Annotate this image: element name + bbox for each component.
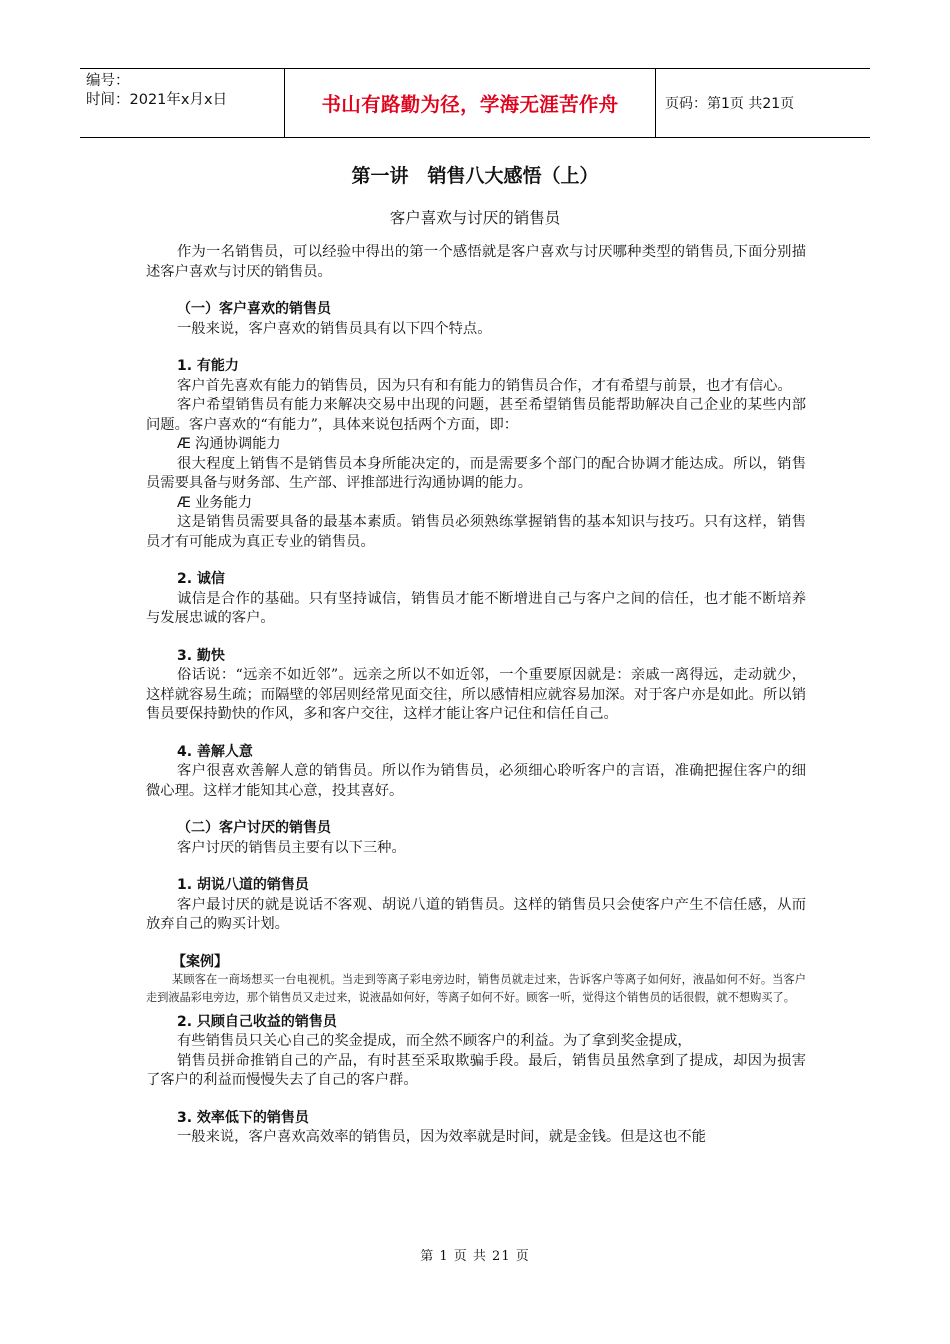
paragraph: 客户讨厌的销售员主要有以下三种。 — [177, 839, 406, 856]
page-code: 页码：第1页 共21页 — [665, 96, 795, 112]
page-header — [80, 68, 870, 138]
motto: 书山有路勤为径，学海无涯苦作舟 — [284, 69, 656, 137]
section-heading: （二）客户讨厌的销售员 — [177, 820, 331, 836]
paragraph: 诚信是合作的基础。只有坚持诚信，销售员才能不断增进自己与客户之间的信任，也才能不断培养与发展忠诚的客户。 — [146, 590, 806, 626]
doc-subtitle: 客户喜欢与讨厌的销售员 — [389, 209, 561, 227]
bullet-icon: Æ — [177, 436, 191, 452]
subsection-heading: 3. 勤快 — [177, 647, 225, 664]
paragraph: 客户希望销售员有能力来解决交易中出现的问题，甚至希望销售员能帮助解决自己企业的某些内部问题。客户喜欢的“有能力”，具体来说包括两个方面，即： — [146, 397, 806, 433]
subsection-heading: 3. 效率低下的销售员 — [177, 1109, 309, 1126]
subsection-heading: 1. 有能力 — [177, 358, 239, 374]
document-body — [146, 243, 806, 1148]
subsection-heading: 4. 善解人意 — [177, 743, 253, 760]
bullet-icon: Æ — [177, 494, 191, 511]
paragraph: 一般来说，客户喜欢高效率的销售员，因为效率就是时间，就是金钱。但是这也不能 — [177, 1129, 706, 1145]
subsection-heading: 2. 只顾自己收益的销售员 — [177, 1013, 337, 1030]
paragraph: 客户最讨厌的就是说话不客观、胡说八道的销售员。这样的销售员只会使客户产生不信任感，从而放弃自己的购买计划。 — [146, 896, 806, 932]
case-text: 某顾客在一商场想买一台电视机。当走到等离子彩电旁边时，销售员就走过来，告诉客户等离子如何好，液晶如何不好。当客户走到液晶彩电旁边，那个销售员又走过来，说液晶如何好，等离子如何不好。顾客一听，觉得这个销售员的话很假，就不想购买了。 — [146, 972, 806, 1004]
header-meta — [80, 69, 284, 137]
paragraph: 这是销售员需要具备的最基本素质。销售员必须熟练掌握销售的基本知识与技巧。只有这样，销售员才有可能成为真正专业的销售员。 — [146, 514, 806, 550]
bullet-text: 业务能力 — [194, 494, 253, 511]
subsection-heading: 2. 诚信 — [177, 571, 225, 587]
case-label: 【案例】 — [172, 953, 228, 970]
bullet-text: 沟通协调能力 — [194, 436, 281, 452]
doc-title: 第一讲 销售八大感悟（上） — [351, 165, 599, 187]
paragraph: 有些销售员只关心自己的奖金提成，而全然不顾客户的利益。为了拿到奖金提成， — [177, 1033, 692, 1049]
date-line: 时间：2021年x月x日 — [86, 92, 228, 108]
page-footer: 第 1 页 共 21 页 — [420, 1249, 530, 1264]
paragraph: 一般来说，客户喜欢的销售员具有以下四个特点。 — [177, 320, 492, 337]
paragraph: 很大程度上销售不是销售员本身所能决定的，而是需要多个部门的配合协调才能达成。所以，销售员需要具备与财务部、生产部、评推部进行沟通协调的能力。 — [146, 455, 806, 491]
number-label: 编号： — [86, 73, 130, 89]
paragraph: 客户首先喜欢有能力的销售员，因为只有和有能力的销售员合作，才有希望与前景，也才有信心。 — [177, 377, 792, 394]
intro-paragraph: 作为一名销售员，可以经验中得出的第一个感悟就是客户喜欢与讨厌哪种类型的销售员,下面分别描述客户喜欢与讨厌的销售员。 — [146, 244, 806, 280]
section-heading: （一）客户喜欢的销售员 — [177, 301, 331, 317]
paragraph: 俗话说：“远亲不如近邻”。远亲之所以不如近邻，一个重要原因就是：亲戚一离得远，走动就少，这样就容易生疏；而隔壁的邻居则经常见面交往，所以感情相应就容易加深。对于客户亦是如此。所以销售员要保持勤快的作风，多和客户交往，这样才能让客户记住和信任自己。 — [146, 667, 806, 722]
subsection-heading: 1. 胡说八道的销售员 — [177, 877, 309, 893]
bullet-item — [146, 435, 806, 455]
paragraph: 客户很喜欢善解人意的销售员。所以作为销售员，必须细心聆听客户的言语，准确把握住客户的细微心理。这样才能知其心意，投其喜好。 — [146, 763, 806, 799]
bullet-item — [146, 494, 806, 514]
paragraph: 销售员拼命推销自己的产品，有时甚至采取欺骗手段。最后，销售员虽然拿到了提成，却因为损害了客户的利益而慢慢失去了自己的客户群。 — [146, 1052, 806, 1088]
